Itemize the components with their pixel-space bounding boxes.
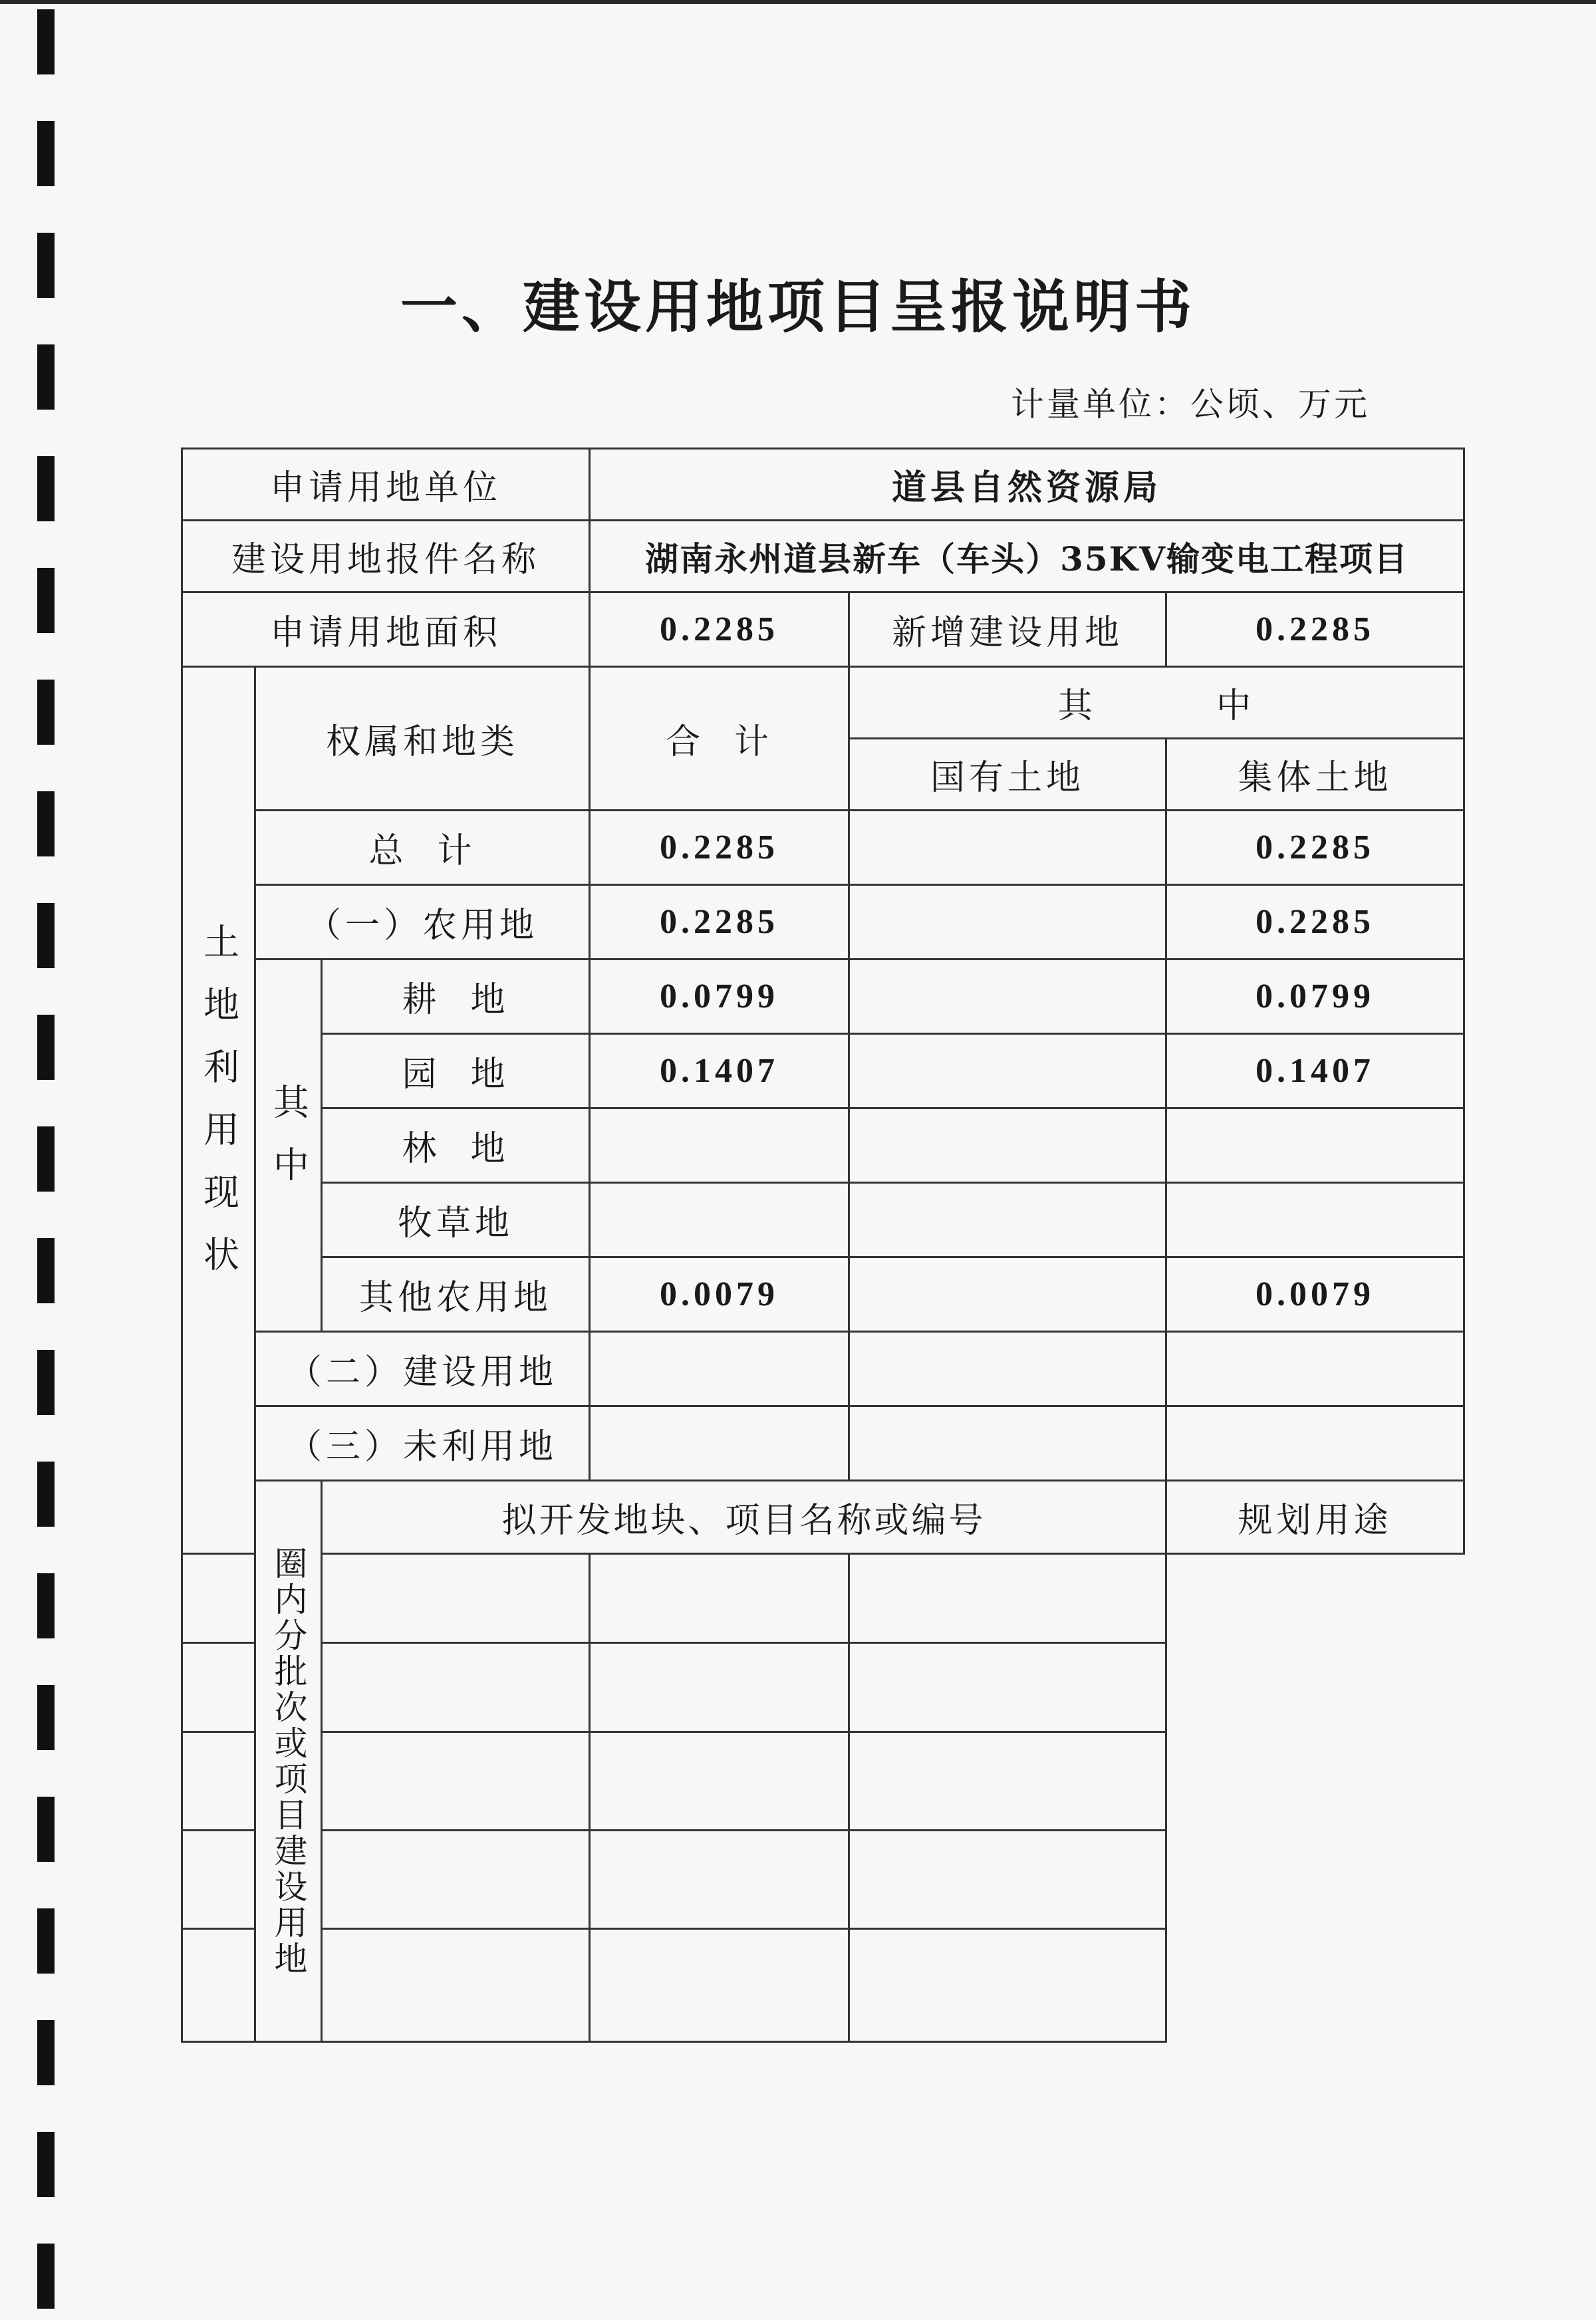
cell-total xyxy=(590,1183,849,1257)
cell-collective: 0.1407 xyxy=(1166,1034,1464,1108)
cell-total: 0.2285 xyxy=(590,811,849,885)
col-category: 权属和地类 xyxy=(255,667,590,811)
cell-state xyxy=(849,1406,1166,1481)
binding-mark xyxy=(37,791,55,856)
row-label-other-agricultural: 其他农用地 xyxy=(322,1257,590,1332)
cell-total: 0.0799 xyxy=(590,960,849,1034)
new-construction-label: 新增建设用地 xyxy=(849,592,1166,667)
land-header-row xyxy=(182,667,1464,739)
binding-mark xyxy=(37,903,55,968)
binding-mark xyxy=(37,1573,55,1638)
binding-mark xyxy=(37,1015,55,1080)
binding-mark xyxy=(37,1238,55,1303)
cell-state xyxy=(849,1034,1166,1108)
table-row xyxy=(182,1643,1464,1732)
cell-collective: 0.2285 xyxy=(1166,885,1464,960)
col-collective-land: 集体土地 xyxy=(1166,739,1464,811)
row-label-garden: 园 地 xyxy=(322,1034,590,1108)
col-state-land: 国有土地 xyxy=(849,739,1166,811)
batch-cell-area[interactable] xyxy=(849,1831,1166,1929)
row-label-total: 总 计 xyxy=(255,811,590,885)
table-row xyxy=(182,1257,1464,1332)
cell-state xyxy=(849,885,1166,960)
row-label-cultivated: 耕 地 xyxy=(322,960,590,1034)
cell-total: 0.1407 xyxy=(590,1034,849,1108)
batch-cell-area[interactable] xyxy=(849,1929,1166,2042)
cell-collective xyxy=(1166,1183,1464,1257)
batch-cell-use[interactable] xyxy=(590,1929,849,2042)
cell-collective: 0.2285 xyxy=(1166,811,1464,885)
cell-total xyxy=(590,1332,849,1406)
unit-note: 计量单位：公顷、万元 xyxy=(1011,385,1370,424)
table-row xyxy=(182,811,1464,885)
batch-cell-area[interactable] xyxy=(849,1554,1166,1643)
row-label-agricultural: （一）农用地 xyxy=(255,885,590,960)
cell-state xyxy=(849,1183,1166,1257)
batch-cell-name[interactable] xyxy=(182,1554,590,1643)
table-row xyxy=(182,1108,1464,1183)
batch-cell-name[interactable] xyxy=(182,1831,590,1929)
table-row xyxy=(182,1034,1464,1108)
batch-cell-area[interactable] xyxy=(849,1732,1166,1831)
batch-cell-name[interactable] xyxy=(182,1929,590,2042)
binding-mark xyxy=(37,1126,55,1192)
table-row xyxy=(182,1732,1464,1831)
area-row xyxy=(182,592,1464,667)
applicant-value: 道县自然资源局 xyxy=(590,449,1464,521)
binding-mark xyxy=(37,1350,55,1415)
binding-mark xyxy=(37,568,55,633)
cell-state xyxy=(849,811,1166,885)
batch-cell-use[interactable] xyxy=(590,1554,849,1643)
batch-header-row xyxy=(182,1481,1464,1554)
batch-cell-name[interactable] xyxy=(182,1732,590,1831)
cell-collective: 0.0079 xyxy=(1166,1257,1464,1332)
area-value: 0.2285 xyxy=(590,592,849,667)
row-label-construction: （二）建设用地 xyxy=(255,1332,590,1406)
batch-side-text: 圈内分批次或项目建设用地 xyxy=(269,1545,308,1977)
report-name-row xyxy=(182,521,1464,592)
page-top-edge xyxy=(0,0,1596,4)
binding-mark xyxy=(37,1462,55,1527)
batch-cell-use[interactable] xyxy=(590,1732,849,1831)
cell-total xyxy=(590,1406,849,1481)
cell-state xyxy=(849,1257,1166,1332)
cell-total: 0.0079 xyxy=(590,1257,849,1332)
binding-mark xyxy=(37,456,55,521)
col-total: 合 计 xyxy=(590,667,849,811)
table-row xyxy=(182,885,1464,960)
table-row xyxy=(182,1183,1464,1257)
table-row xyxy=(182,1554,1464,1643)
col-planned-use: 规划用途 xyxy=(1166,1481,1464,1554)
binding-mark xyxy=(37,1685,55,1750)
binding-mark xyxy=(37,1908,55,1974)
among-side-label xyxy=(255,960,322,1332)
new-construction-value: 0.2285 xyxy=(1166,592,1464,667)
binding-mark xyxy=(37,2020,55,2085)
batch-cell-name[interactable] xyxy=(182,1643,590,1732)
application-table xyxy=(181,448,1465,2043)
row-label-unused: （三）未利用地 xyxy=(255,1406,590,1481)
table-row xyxy=(182,1332,1464,1406)
binding-mark xyxy=(37,1797,55,1862)
applicant-label: 申请用地单位 xyxy=(182,449,590,521)
cell-state xyxy=(849,1108,1166,1183)
report-name-value: 湖南永州道县新车（车头）35KV输变电工程项目 xyxy=(590,521,1464,592)
batch-cell-area[interactable] xyxy=(849,1643,1166,1732)
cell-collective xyxy=(1166,1332,1464,1406)
applicant-row xyxy=(182,449,1464,521)
report-name-label: 建设用地报件名称 xyxy=(182,521,590,592)
table-row xyxy=(182,1831,1464,1929)
cell-collective xyxy=(1166,1108,1464,1183)
row-label-forest: 林 地 xyxy=(322,1108,590,1183)
col-among: 其 中 xyxy=(849,667,1464,739)
cell-collective xyxy=(1166,1406,1464,1481)
binding-mark xyxy=(37,344,55,410)
cell-total xyxy=(590,1108,849,1183)
land-status-side-label xyxy=(182,667,255,1554)
among-side-text: 其中 xyxy=(267,1083,310,1208)
row-label-grassland: 牧草地 xyxy=(322,1183,590,1257)
cell-state xyxy=(849,1332,1166,1406)
cell-collective: 0.0799 xyxy=(1166,960,1464,1034)
table-row xyxy=(182,1929,1464,2042)
batch-cell-use[interactable] xyxy=(590,1831,849,1929)
binding-mark xyxy=(37,2244,55,2309)
col-project-name: 拟开发地块、项目名称或编号 xyxy=(322,1481,1166,1554)
land-status-side-text: 土地利用现状 xyxy=(198,922,240,1298)
binding-mark xyxy=(37,680,55,745)
table-row xyxy=(182,1406,1464,1481)
binding-mark xyxy=(37,2132,55,2197)
batch-cell-use[interactable] xyxy=(590,1643,849,1732)
area-label: 申请用地面积 xyxy=(182,592,590,667)
binding-mark xyxy=(37,9,55,74)
cell-state xyxy=(849,960,1166,1034)
page-title: 一、建设用地项目呈报说明书 xyxy=(400,274,1196,340)
cell-total: 0.2285 xyxy=(590,885,849,960)
binding-mark xyxy=(37,121,55,186)
table-row xyxy=(182,960,1464,1034)
